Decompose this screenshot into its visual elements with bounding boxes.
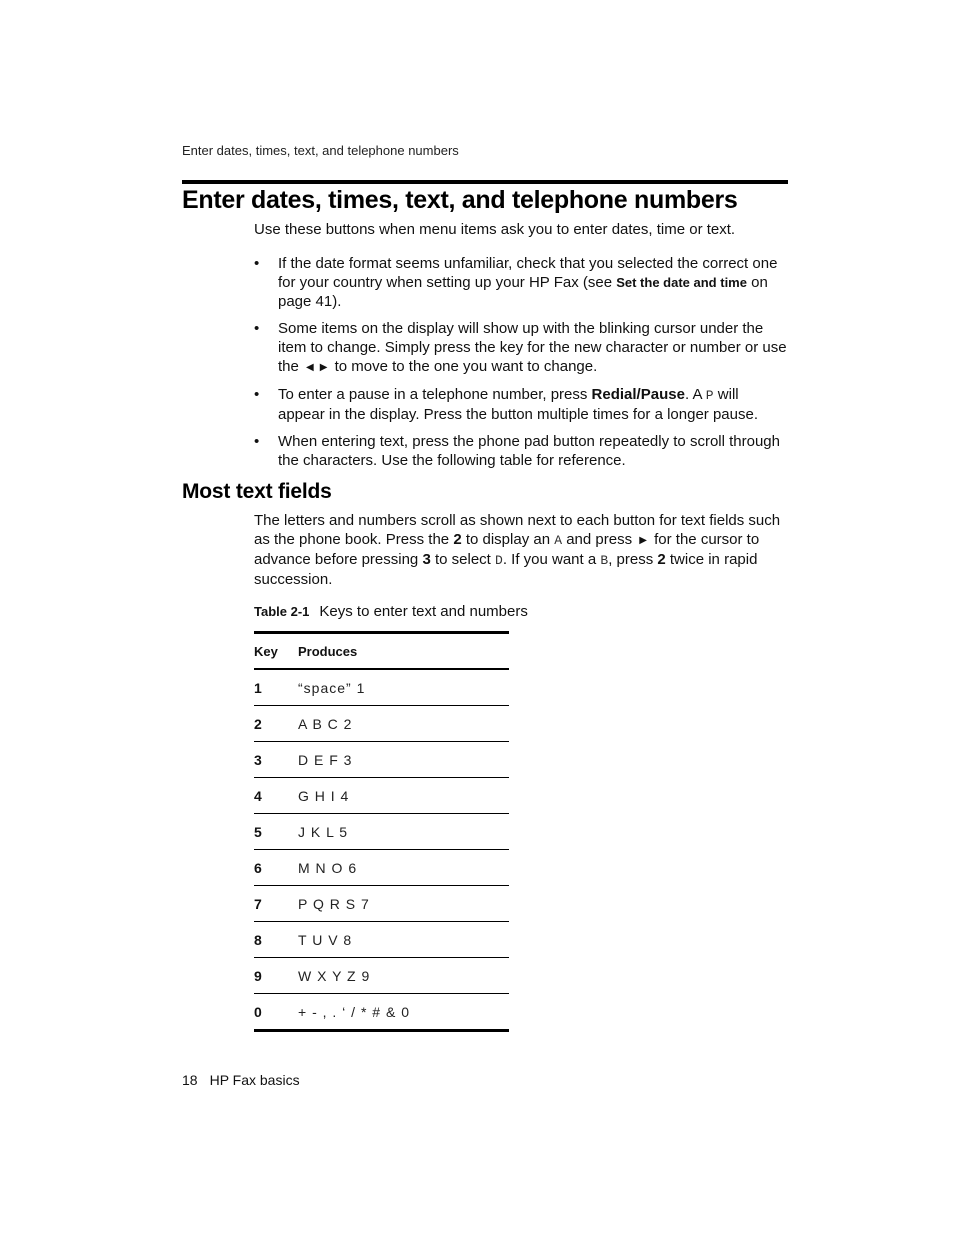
key-cell: 9 xyxy=(254,967,262,984)
cross-reference-link[interactable]: Set the date and time xyxy=(616,275,747,290)
table-row xyxy=(254,778,509,814)
char-code: B xyxy=(600,553,609,568)
produces-cell: D E F 3 xyxy=(298,751,353,768)
key-cell: 4 xyxy=(254,787,262,804)
bullet-pause xyxy=(254,385,788,424)
key-cell: 7 xyxy=(254,895,262,912)
bullet-marker: • xyxy=(254,386,260,403)
table-row xyxy=(254,886,509,922)
produces-cell: J K L 5 xyxy=(298,823,349,840)
produces-cell: P Q R S 7 xyxy=(298,895,370,912)
produces-cell: T U V 8 xyxy=(298,931,353,948)
para-text: to display an xyxy=(461,531,555,548)
para-text: . If you want a xyxy=(502,551,601,568)
para-text: to select xyxy=(430,551,495,568)
footer-section: HP Fax basics xyxy=(209,1072,300,1088)
table-number: Table 2-1 xyxy=(254,604,310,619)
bullet-date-format xyxy=(254,254,788,311)
table-row xyxy=(254,958,509,994)
key-label: 2 xyxy=(657,551,666,568)
table-header-row xyxy=(254,633,509,670)
pause-code: P xyxy=(705,388,714,403)
left-arrow-icon: ◀ xyxy=(306,362,314,373)
heading-rule xyxy=(182,180,788,184)
page-title: Enter dates, times, text, and telephone numbers xyxy=(182,186,738,214)
bullet-text: will appear in the display. Press the button multiple times for a longer pause. xyxy=(278,386,758,423)
para-text: twice in rapid succession. xyxy=(254,551,758,588)
bullet-marker: • xyxy=(254,255,260,272)
table-row xyxy=(254,850,509,886)
bullet-text: When entering text, press the phone pad button repeatedly to scroll through the characters. Use the following table for reference. xyxy=(278,433,780,469)
para-text: and press xyxy=(562,531,637,548)
table-row xyxy=(254,706,509,742)
keys-table xyxy=(254,631,509,1032)
running-header: Enter dates, times, text, and telephone numbers xyxy=(182,143,459,158)
bullet-list xyxy=(254,254,788,478)
right-arrow-icon: ▶ xyxy=(319,362,328,373)
para-text: , press xyxy=(608,551,658,568)
produces-cell: G H I 4 xyxy=(298,787,350,804)
table-caption xyxy=(254,603,528,620)
column-header-produces: Produces xyxy=(298,643,358,659)
para-text: for the cursor to advance before pressing xyxy=(254,531,760,568)
bullet-entering-text xyxy=(254,432,788,470)
section-paragraph xyxy=(254,511,788,589)
bullet-text: To enter a pause in a telephone number, press xyxy=(278,386,592,403)
produces-cell: + - , . ‘ / * # & 0 xyxy=(298,1003,410,1020)
section-heading: Most text fields xyxy=(182,480,332,503)
key-cell: 3 xyxy=(254,751,262,768)
key-label: 3 xyxy=(422,551,431,568)
key-label: 2 xyxy=(453,531,462,548)
key-cell: 2 xyxy=(254,715,262,732)
bullet-text: . A xyxy=(684,386,706,403)
key-cell: 8 xyxy=(254,931,262,948)
key-cell: 0 xyxy=(254,1003,262,1020)
para-text: The letters and numbers scroll as shown next to each button for text fields such as the phone book. Press the xyxy=(254,512,781,548)
column-header-key: Key xyxy=(254,643,278,659)
produces-cell: M N O 6 xyxy=(298,859,358,876)
table-row xyxy=(254,814,509,850)
bullet-text: on page 41). xyxy=(278,274,768,310)
table-title: Keys to enter text and numbers xyxy=(319,603,528,620)
char-code: A xyxy=(554,533,563,548)
bullet-marker: • xyxy=(254,320,260,337)
produces-cell: W X Y Z 9 xyxy=(298,967,371,984)
table-row xyxy=(254,922,509,958)
produces-cell: A B C 2 xyxy=(298,715,353,732)
key-cell: 6 xyxy=(254,859,262,876)
key-cell: 5 xyxy=(254,823,262,840)
table-row xyxy=(254,669,509,706)
key-cell: 1 xyxy=(254,679,262,696)
page-footer xyxy=(182,1072,300,1088)
right-arrow-icon: ▶ xyxy=(639,535,647,546)
page-number: 18 xyxy=(182,1072,198,1088)
bullet-text: to move to the one you want to change. xyxy=(334,358,598,375)
produces-cell: “space” 1 xyxy=(298,679,366,696)
bullet-marker: • xyxy=(254,433,260,450)
bullet-blinking-cursor xyxy=(254,319,788,377)
redial-pause-label: Redial/Pause xyxy=(591,386,685,403)
table-row xyxy=(254,994,509,1031)
bullet-text: Some items on the display will show up with the blinking cursor under the item to change. Simply press the key for the new character or number or use the xyxy=(278,320,787,375)
char-code: D xyxy=(495,553,503,568)
table-row xyxy=(254,742,509,778)
intro-paragraph: Use these buttons when menu items ask you to enter dates, time or text. xyxy=(254,221,736,238)
bullet-text: If the date format seems unfamiliar, check that you selected the correct one for your country when setting up your HP Fax (see xyxy=(278,255,778,291)
